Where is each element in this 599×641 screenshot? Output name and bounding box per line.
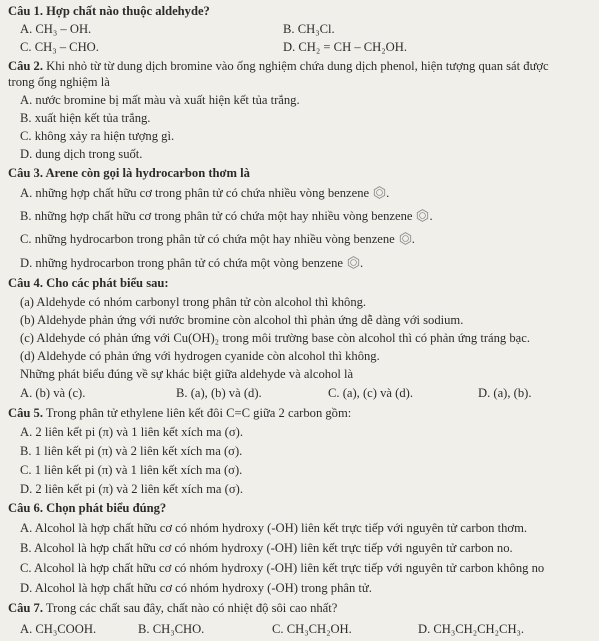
q6-title: Câu 6. Chọn phát biểu đúng? <box>8 501 167 515</box>
q2-option-a: A. nước bromine bị mất màu và xuất hiện kết tủa trắng. <box>20 93 300 107</box>
q4-option-c: C. (a), (c) và (d). <box>328 386 413 400</box>
q5-title-text: Trong phân tử ethylene liên kết đôi C=C giữa 2 carbon gồm: <box>45 406 352 420</box>
q7-label: Câu 7. <box>8 601 43 615</box>
q1-title: Câu 1. Hợp chất nào thuộc aldehyde? <box>8 4 210 18</box>
q6-option-d: D. Alcohol là hợp chất hữu cơ có nhóm hydroxy (-OH) trong phân tử. <box>20 581 372 595</box>
q4-title: Câu 4. Cho các phát biểu sau: <box>8 276 169 290</box>
q4-option-d: D. (a), (b). <box>478 386 532 400</box>
q4-option-a: A. (b) và (c). <box>20 386 86 400</box>
q3-option-c <box>20 232 415 247</box>
q3-option-c-end: . <box>411 232 415 246</box>
q3-option-a-text: A. những hợp chất hữu cơ trong phân tử có chứa nhiều vòng benzene <box>20 186 370 200</box>
q6-option-a: A. Alcohol là hợp chất hữu cơ có nhóm hydroxy (-OH) liên kết trực tiếp với nguyên tử carbon thơm. <box>20 521 528 535</box>
q3-option-b-text: B. những hợp chất hữu cơ trong phân tử có chứa một hay nhiều vòng benzene <box>20 209 413 223</box>
q3-option-c-text: C. những hydrocarbon trong phân tử có chứa một hay nhiều vòng benzene <box>20 232 395 246</box>
q4-statement-c: (c) Aldehyde có phản ứng với Cu(OH)₂ trong môi trường base còn alcohol thì có phản ứng tráng bạc. <box>20 331 530 345</box>
benzene-ring-icon <box>373 186 386 199</box>
q5-option-b: B. 1 liên kết pi (π) và 2 liên kết xích ma (σ). <box>20 444 243 458</box>
q2-option-d: D. dung dịch trong suốt. <box>20 147 143 161</box>
q6-option-c: C. Alcohol là hợp chất hữu cơ có nhóm hydroxy (-OH) liên kết trực tiếp với nguyên tử carbon không no <box>20 561 545 575</box>
benzene-ring-icon <box>416 209 429 222</box>
q3-option-b-end: . <box>429 209 433 223</box>
q2-title-line2: trong ống nghiệm là <box>8 75 110 89</box>
q5-option-a: A. 2 liên kết pi (π) và 1 liên kết xích ma (σ). <box>20 425 243 439</box>
q2-option-c: C. không xảy ra hiện tượng gì. <box>20 129 175 143</box>
q7-title-text: Trong các chất sau đây, chất nào có nhiệt độ sôi cao nhất? <box>45 601 338 615</box>
q3-title: Câu 3. Arene còn gọi là hydrocarbon thơm là <box>8 166 250 180</box>
q6-option-b: B. Alcohol là hợp chất hữu cơ có nhóm hydroxy (-OH) liên kết trực tiếp với nguyên tử carbon no. <box>20 541 513 555</box>
q1-option-d: D. CH₂ = CH – CH₂OH. <box>283 40 407 54</box>
q5-option-d: D. 2 liên kết pi (π) và 2 liên kết xích ma (σ). <box>20 482 243 496</box>
q7-title <box>8 601 337 616</box>
q4-question: Những phát biểu đúng về sự khác biệt giữa aldehyde và alcohol là <box>20 367 354 381</box>
q3-option-b <box>20 209 433 224</box>
q7-option-b: B. CH₃CHO. <box>138 622 205 636</box>
q1-option-c: C. CH₃ – CHO. <box>20 40 99 54</box>
q3-option-a-end: . <box>386 186 390 200</box>
q3-option-d-text: D. những hydrocarbon trong phân tử có chứa một vòng benzene <box>20 256 343 270</box>
q3-option-d-end: . <box>360 256 364 270</box>
q4-statement-d: (d) Aldehyde có phản ứng với hydrogen cyanide còn alcohol thì không. <box>20 349 380 363</box>
q2-title-line1: Câu 2. Khi nhỏ từ từ dung dịch bromine vào ống nghiệm chứa dung dịch phenol, hiện tượng quan sát được <box>8 59 549 73</box>
q3-option-d <box>20 256 363 271</box>
q4-option-b: B. (a), (b) và (d). <box>176 386 262 400</box>
q5-option-c: C. 1 liên kết pi (π) và 1 liên kết xích ma (σ). <box>20 463 243 477</box>
q4-statement-a: (a) Aldehyde có nhóm carbonyl trong phân tử còn alcohol thì không. <box>20 295 367 309</box>
q1-option-a: A. CH₃ – OH. <box>20 22 92 36</box>
q7-option-c: C. CH₃CH₂OH. <box>272 622 352 636</box>
q2-option-b: B. xuất hiện kết tủa trắng. <box>20 111 151 125</box>
q5-label: Câu 5. <box>8 406 43 420</box>
q7-option-a: A. CH₃COOH. <box>20 622 97 636</box>
benzene-ring-icon <box>347 256 360 269</box>
q7-option-d: D. CH₃CH₂CH₂CH₃. <box>418 622 525 636</box>
q2-title-text: Khi nhỏ từ từ dung dịch bromine vào ống nghiệm chứa dung dịch phenol, hiện tượng quan sát được <box>46 59 549 73</box>
q4-statement-b: (b) Aldehyde phản ứng với nước bromine còn alcohol thì phản ứng dễ dàng với sodium. <box>20 313 464 327</box>
q3-option-a <box>20 186 389 201</box>
benzene-ring-icon <box>399 232 412 245</box>
q5-title <box>8 406 351 421</box>
q1-option-b: B. CH₃Cl. <box>283 22 335 36</box>
